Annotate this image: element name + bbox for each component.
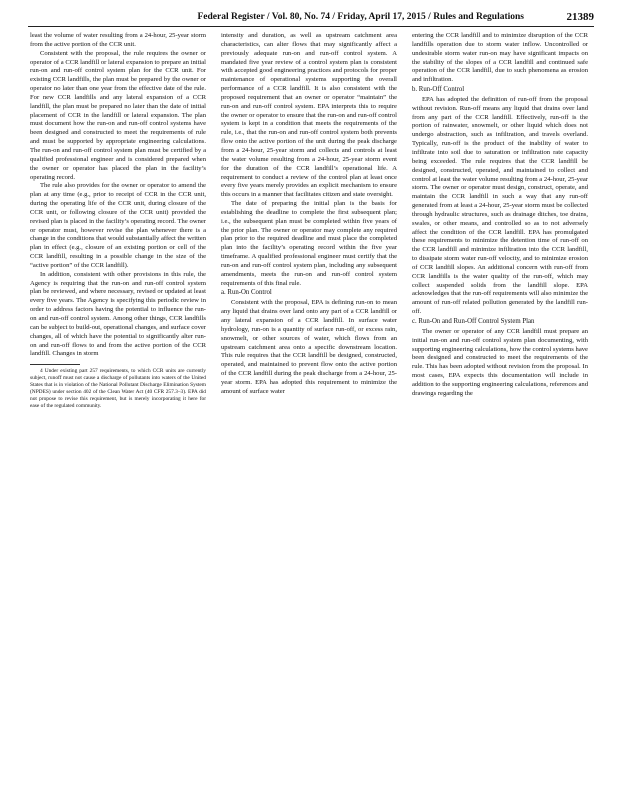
paragraph: EPA has adopted the definition of run-off from the proposal without revision. Run-off means any liquid that drains over land from any part of the CCR landfill. Effectively, run-off is the portion of rainwater, snowmelt, or other liquid which does not undergo abstraction, such as infiltration, and travels overland. Typically, run-off is the product of the inability of water to infiltrate into soil due to saturation or infiltration rate capacity being exceeded. The rule requires that the CCR landfill be designed, constructed, operated, and maintained to collect and control at least the water volume resulting from a 24-hour, 25-year storm. The owner or operator must design, construct, operate, and maintain the CCR landfill in such a way that any run-off generated from at least a 24-hour, 25-year storm must be collected through hydraulic structures, such as drainage ditches, toe drains, swales, or other means, and controlled so as to not adversely affect the condition of the CCR landfill. EPA has promulgated these requirements to minimize the detention time of run-off on the CCR landfill and minimize infiltration into the CCR landfill, to dissipate storm water run-off velocity, and to minimize erosion of CCR landfill slopes. An additional concern with run-off from CCR landfills is the water quality of the run-off, which may collect suspended solids from the landfill slope. EPA acknowledges that the run-off requirements will also minimize the amount of run-off related pollution generated by the landfill run-off. xyxy=(412,95,588,316)
paragraph: intensity and duration, as well as upstream catchment area characteristics, can alter flows that may significantly affect a previously adequate run-on and run-off control system. A mandated five year review of a control system plan is consistent with accepted good engineering practices and protocols for proper maintenance of operational systems supporting the overall performance of a CCR landfill. It is also consistent with the proposed requirement that an owner or operator “maintain” the run-on and run-off control system. EPA interprets this to require the owner or operator to ensure that the run-on and run-off control system is kept in a condition that meets the requirements of the rule, i.e., that the run-on and run-off control system both prevents flow onto the active portion of the unit during the peak discharge from a 24-hour, 25-year storm and collects and controls at least the water volume resulting from a 24-hour, 25-year storm event for the duration of the CCR landfill’s operational life. A requirement to conduct a review of the control plan at least once every five years merely provides an explicit mechanism to ensure this occurs in a manner that facilitates citizen and state oversight. xyxy=(221,32,397,199)
paragraph: The rule also provides for the owner or operator to amend the plan at any time (e.g., prior to receipt of CCR in the CCR unit, during the operating life of the CCR unit, during closure of the CCR unit, or following closure of the CCR unit) provided the revised plan is placed in the facility’s operating record. The owner or operator must, however revise the plan whenever there is a change in the conditions that would substantially affect the written plan in effect (e.g., closure of an existing portion or cell of the CCR landfill, resulting in a possible change in the size of the “active portion” of the CCR landfill). xyxy=(30,182,206,269)
paragraph: The owner or operator of any CCR landfill must prepare an initial run-on and run-off control system plan documenting, with supporting engineering calculations, how the control systems have been designed and constructed to meet the requirements of the rule. This has been adopted without revision from the proposal. In most cases, EPA expects this documentation will include in addition to the supporting engineering calculations, references and drawings regarding the xyxy=(412,327,588,397)
paragraph: In addition, consistent with other provisions in this rule, the Agency is requiring that the run-on and run-off control system plan be reviewed, and where necessary, revised or updated at least every five years. The Agency is specifying this periodic review in order to address factors having the potential to influence the run-on and run-off control system. Among other things, CCR landfills can be subject to build-out, operational changes, and surface cover changes, all of which have the potential to significantly alter run-on and run-off flows to and from the active portion of the CCR landfill. Changes in storm xyxy=(30,270,206,358)
section-heading: c. Run-On and Run-Off Control System Plan xyxy=(412,318,535,325)
header-rule xyxy=(28,26,594,27)
paragraph: least the volume of water resulting from a 24-hour, 25-year storm from the active portion of the CCR unit. xyxy=(30,32,206,48)
footnote-separator xyxy=(30,364,80,365)
column-3 xyxy=(412,32,588,792)
paragraph: The date of preparing the initial plan is the basis for establishing the deadline to complete the first subsequent plan; i.e., the subsequent plan must be completed within five years of the prior plan. The owner or operator may complete any required plan prior to the required deadline and must place the completed plan into the facility’s operating record within the five year timeframe. A qualified professional engineer must certify that the run-on and run-off control system plan, including any subsequent amendments, meets the run-on and run-off control system requirements of this final rule. xyxy=(221,200,397,287)
footnote: 4 Under existing part 257 requirements, to which CCR units are currently subject, runoff must not cause a discharge of pollutants into waters of the United States that is in violation of the National Pollutant Discharge Elimination System (NPDES) under section 402 of the Clean Water Act (40 CFR 257.3–3). EPA did not propose to revise this requirement, but is merely incorporating it here for ease of the regulated community. xyxy=(30,368,206,409)
paragraph: Consistent with the proposal, the rule requires the owner or operator of a CCR landfill or lateral expansion to prepare an initial run-on and run-off control system plan for the CCR unit. For existing CCR landfills, the plan must be prepared by the owner or operator no later than one year from the effective date of the rule. For new CCR landfills and any lateral expansion of a CCR landfill, the plan must be prepared no later than the date of initial placement of CCR in the landfill or lateral expansion. The plan must document how the run-on and run-off control systems have been designed and constructed to meet the requirements of rule and must be supported by appropriate engineering calculations. The run-on and run-off control system plan must be certified by a qualified professional engineer and is considered prepared when the owner or operator has placed the plan in the facility’s operating record. xyxy=(30,49,206,181)
section-heading: b. Run-Off Control xyxy=(412,86,465,94)
running-head: Federal Register / Vol. 80, No. 74 / Friday, April 17, 2015 / Rules and Regulations xyxy=(197,12,524,22)
paragraph: Consistent with the proposal, EPA is defining run-on to mean any liquid that drains over land onto any part of a CCR landfill or any lateral expansion of a CCR landfill. In surface water hydrology, run-on is a quantity of surface run-off, or excess rain, snowmelt, or other sources of water, which flows from an upstream catchment area onto a specific downstream location. This rule requires that the CCR landfill be designed, constructed, operated, and maintained to prevent flow onto the active portion of the CCR landfill during the peak discharge from a 24-hour, 25-year storm. EPA has adopted this requirement to minimize the amount of surface water xyxy=(221,299,397,395)
section-heading: a. Run-On Control xyxy=(221,289,272,297)
paragraph: entering the CCR landfill and to minimize disruption of the CCR landfills operation due to storm water inflow. Uncontrolled or undesirable storm water run-on may have significant impacts on the stability of the slopes of a CCR landfill and continued safe operation of the CCR landfill, due to such phenomena as erosion and infiltration. xyxy=(412,32,588,84)
page-number: 21389 xyxy=(566,11,594,23)
column-2 xyxy=(221,32,397,792)
page-header xyxy=(28,10,594,26)
column-1 xyxy=(30,32,206,792)
